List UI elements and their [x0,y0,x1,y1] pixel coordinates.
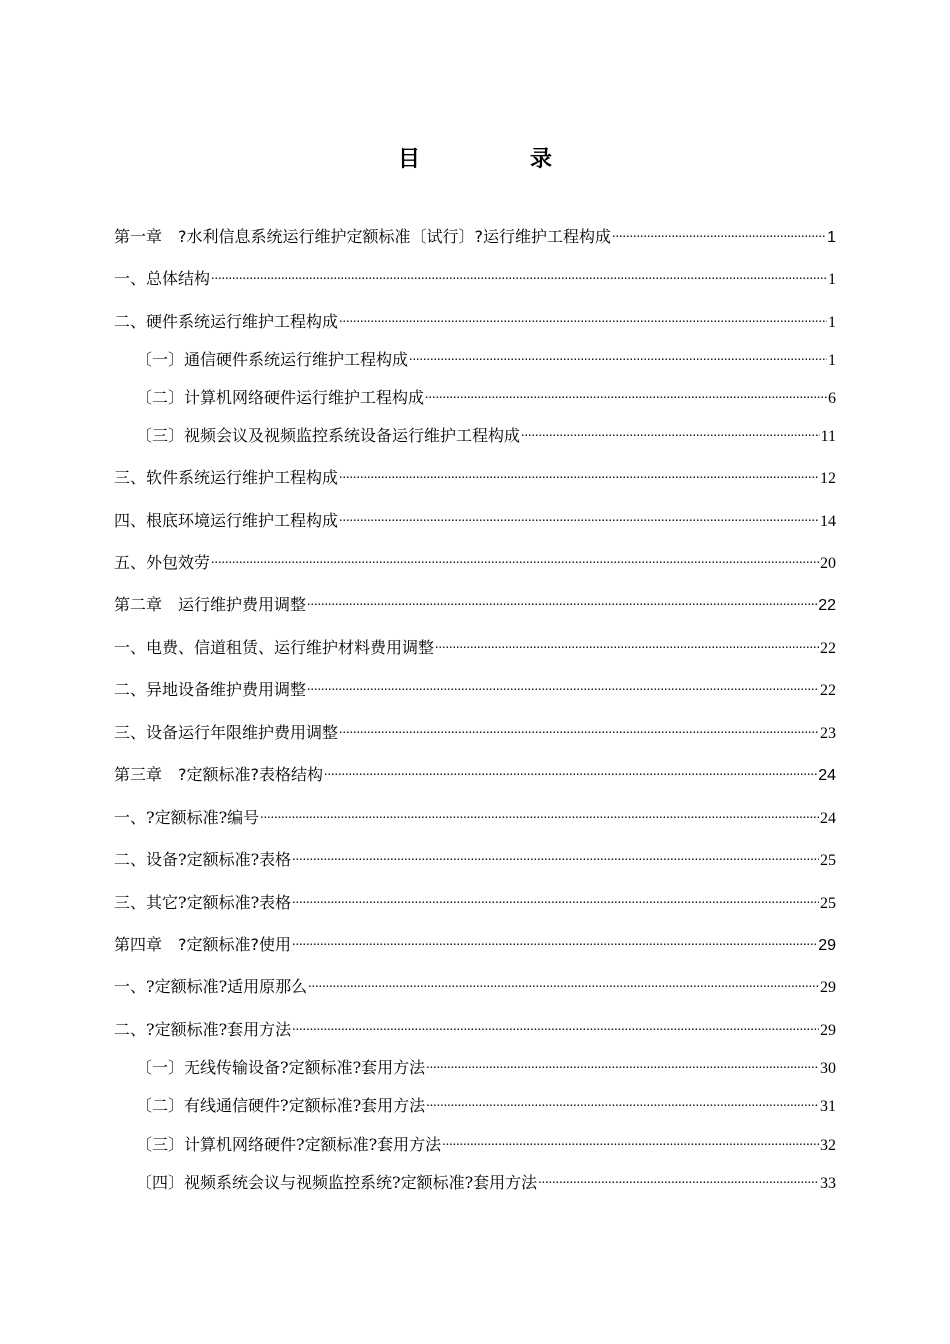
toc-entry[interactable] [114,637,836,660]
dot-leader [292,1019,819,1035]
dot-leader [260,807,819,823]
toc-entry[interactable] [114,268,836,291]
toc-page-number: 12 [820,470,836,487]
toc-entry-label: 一、总体结构 [114,269,211,288]
toc-entry-label: 〔一〕通信硬件系统运行维护工程构成 [136,350,409,369]
toc-entry-chapter-2[interactable] [114,594,836,617]
dot-leader [307,594,817,610]
toc-entry-chapter-1[interactable] [114,226,836,249]
toc-entry-label: 二、?定额标准?套用方法 [114,1020,292,1039]
toc-page-number: 24 [818,767,836,784]
toc-page-number: 14 [820,513,836,530]
dot-leader [292,892,819,908]
toc-title: 目 录 [397,147,596,172]
toc-entry[interactable] [114,722,836,745]
toc-page-number: 23 [820,725,836,742]
toc-entry[interactable] [114,849,836,872]
toc-entry[interactable] [136,1095,836,1118]
toc-page-number: 30 [820,1060,836,1077]
dot-leader [442,1134,819,1150]
dot-leader [426,1057,819,1073]
toc-entry[interactable] [136,1172,836,1195]
toc-entry[interactable] [114,467,836,490]
dot-leader [339,467,819,483]
dot-leader [324,764,817,780]
toc-entry[interactable] [114,510,836,533]
toc-entry[interactable] [114,892,836,915]
toc-page-number: 1 [828,271,836,288]
toc-entry[interactable] [114,679,836,702]
toc-entry-label: 第四章 ?定额标准?使用 [114,935,291,954]
toc-entry-chapter-4[interactable] [114,934,836,957]
toc-entry[interactable] [114,1019,836,1042]
toc-entry-label: 第一章 ?水利信息系统运行维护定额标准〔试行〕?运行维护工程构成 [114,227,611,246]
toc-entry-label: 〔二〕有线通信硬件?定额标准?套用方法 [136,1096,426,1115]
toc-page-number: 1 [827,229,836,246]
toc-entry-label: 一、电费、信道租赁、运行维护材料费用调整 [114,638,435,657]
toc-entry[interactable] [136,387,836,410]
toc-entry-label: 第二章 运行维护费用调整 [114,595,307,614]
toc-page-number: 29 [820,1022,836,1039]
toc-entry[interactable] [136,1057,836,1080]
dot-leader [409,349,827,365]
dot-leader [339,722,819,738]
dot-leader [292,849,819,865]
toc-entry-label: 四、根底环境运行维护工程构成 [114,511,339,530]
toc-page-number: 22 [820,682,836,699]
toc-entry-label: 三、软件系统运行维护工程构成 [114,468,339,487]
toc-entry-label: 〔二〕计算机网络硬件运行维护工程构成 [136,388,425,407]
toc-entry-label: 第三章 ?定额标准?表格结构 [114,765,323,784]
toc-page-number: 25 [820,895,836,912]
toc-entry-label: 一、?定额标准?适用原那么 [114,977,308,996]
toc-entry[interactable] [136,1134,836,1157]
dot-leader [612,226,826,242]
dot-leader [308,976,819,992]
toc-page-number: 20 [820,555,836,572]
toc-page-number: 32 [820,1137,836,1154]
toc-entry-chapter-3[interactable] [114,764,836,787]
toc-page-number: 22 [818,597,836,614]
toc-page-number: 25 [820,852,836,869]
dot-leader [292,934,817,950]
dot-leader [307,679,819,695]
toc-entry-label: 一、?定额标准?编号 [114,808,260,827]
dot-leader [339,510,819,526]
toc-entry-label: 二、设备?定额标准?表格 [114,850,292,869]
toc-entry[interactable] [114,807,836,830]
toc-page-number: 1 [828,352,836,369]
toc-entry-label: 三、设备运行年限维护费用调整 [114,723,339,742]
toc-entry-label: 五、外包效劳 [114,553,211,572]
toc-entry[interactable] [114,311,836,334]
toc-entry[interactable] [114,976,836,999]
toc-entry-label: 三、其它?定额标准?表格 [114,893,292,912]
dot-leader [339,311,827,327]
toc-entry-label: 〔四〕视频系统会议与视频监控系统?定额标准?套用方法 [136,1173,538,1192]
toc-entry-label: 二、硬件系统运行维护工程构成 [114,312,339,331]
dot-leader [538,1172,819,1188]
toc-page-number: 29 [820,979,836,996]
toc-entry[interactable] [136,425,836,448]
toc-page-number: 11 [820,428,836,445]
dot-leader [521,425,820,441]
dot-leader [211,268,827,284]
dot-leader [435,637,819,653]
dot-leader [426,1095,819,1111]
toc-page-number: 29 [818,937,836,954]
toc-entry[interactable] [114,552,836,575]
toc-entry-label: 〔三〕视频会议及视频监控系统设备运行维护工程构成 [136,426,521,445]
toc-page-number: 24 [820,810,836,827]
toc-page-number: 22 [820,640,836,657]
toc-page-number: 31 [820,1098,836,1115]
toc-page-number: 33 [820,1175,836,1192]
toc-page-number: 1 [828,314,836,331]
toc-entry-label: 〔一〕无线传输设备?定额标准?套用方法 [136,1058,426,1077]
dot-leader [211,552,819,568]
toc-page-number: 6 [828,390,836,407]
toc-entry[interactable] [136,349,836,372]
toc-entry-label: 〔三〕计算机网络硬件?定额标准?套用方法 [136,1135,442,1154]
toc-entry-label: 二、异地设备维护费用调整 [114,680,307,699]
dot-leader [425,387,827,403]
